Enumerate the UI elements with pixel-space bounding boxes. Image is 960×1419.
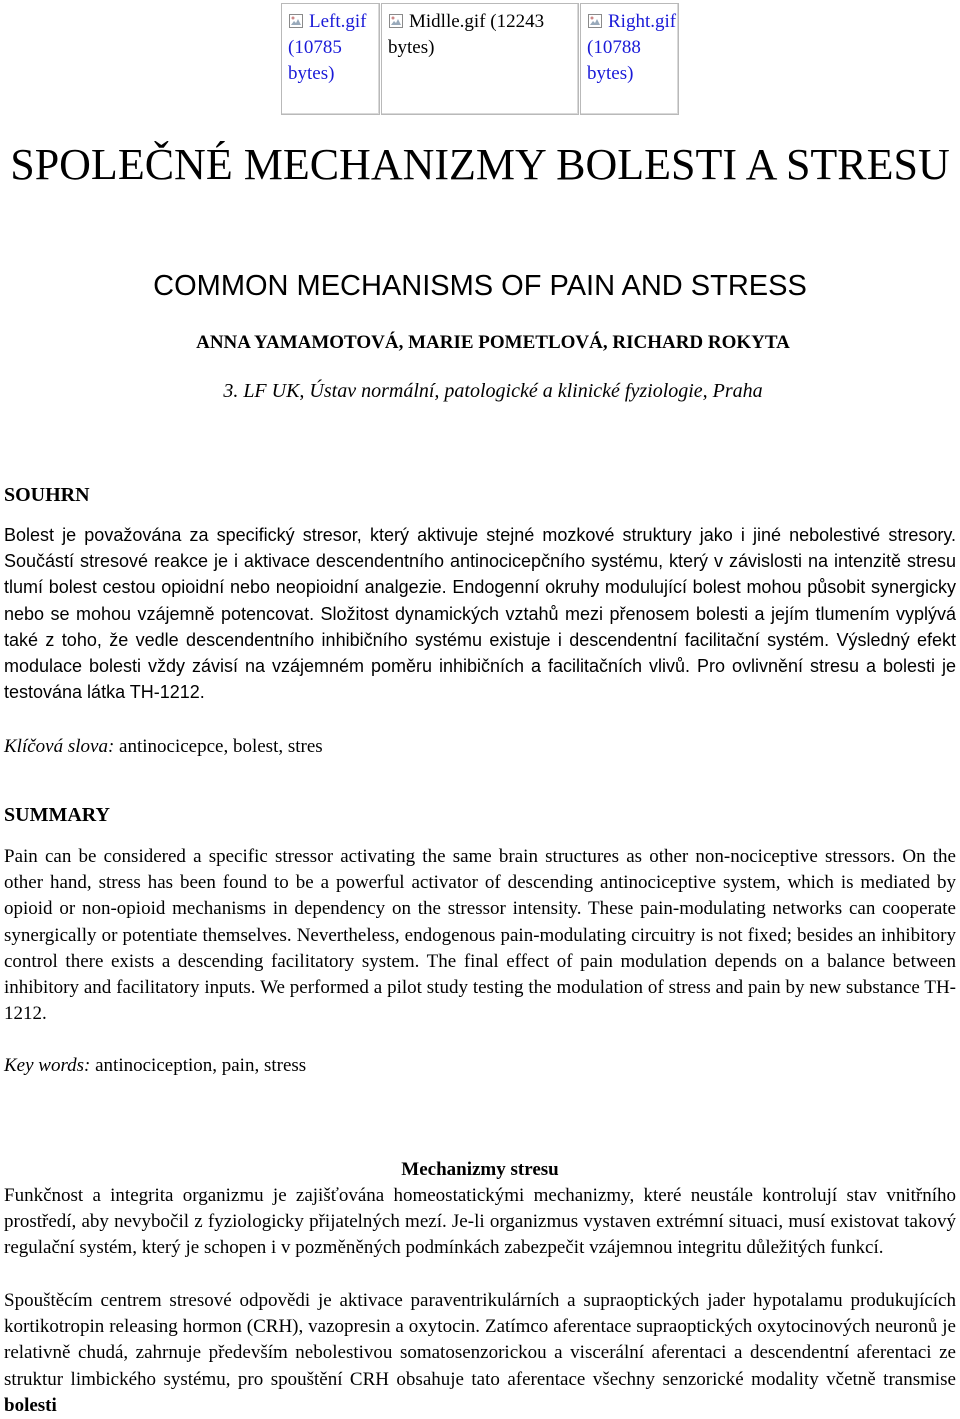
keywords-label: Klíčová slova: <box>4 736 115 757</box>
souhrn-text: Bolest je považována za specifický stresor, který aktivuje stejné mozkové struktury jako i jiné nebolestivé stresory. Součástí stresové reakce je i aktivace descendentního antinocicepčního systému, který v závislosti na intenzitě stresu tlumí bolest cestou opioidní nebo neopioidní analgezie. Endogenní okruhy modulující bolest mohou působit synergicky nebo se mohou vzájemně potencovat. Složitost dynamických vztahů mezi přenosem bolesti a jejím tlumením vyplývá také z toho, že vedle descendentního inhibičního systému existuje i descendentní facilitační systém. Výsledný efekt modulace bolesti vždy závisí na vzájemném poměru inhibičních a facilitačních vlivů. Pro ovlivnění stresu a bolesti je testována látka TH-1212. <box>4 525 956 703</box>
section-heading: Mechanizmy stresu <box>401 1159 559 1180</box>
image-placeholder-left[interactable] <box>281 3 380 115</box>
paragraph-bold-word: bolesti <box>4 1394 57 1416</box>
broken-image-icon <box>288 13 304 29</box>
section-paragraph-1: Funkčnost a integrita organizmu je zajišťována homeostatickými mechanizmy, které neustále kontrolují stav vnitřního prostředí, aby nevybočil z fyziologicky přijatelných mezí. Je-li organizmus vystaven extrémní situaci, musí existovat takový regulační systém, který je schopen i v pozměněných podmínkách zabezpečit vzájemnou integritu důležitých funkcí. <box>4 1185 956 1259</box>
broken-image-icon <box>388 13 404 29</box>
page-title: SPOLEČNÉ MECHANIZMY BOLESTI A STRESU <box>10 140 950 189</box>
paragraph-text: Spouštěcím centrem stresové odpovědi je aktivace paraventrikulárních a supraoptických jader hypotalamu produkujících kortikotropin releasing hormon (CRH), vazopresin a oxytocin. Zatímco aferentace supraoptických oxytocinových neuronů je relativně chudá, zahrnuje především nebolestivou somatosenzorickou a viscerální aferentaci a descendentní aferentaci ze struktur limbického systému, pro spouštění CRH obsahuje tato aferentace všechny senzorické modality včetně transmise <box>4 1290 956 1390</box>
section-paragraph-2 <box>4 1288 956 1419</box>
keywords-value: antinociception, pain, stress <box>90 1055 307 1076</box>
souhrn-heading: SOUHRN <box>4 484 90 506</box>
image-caption: Right.gif (10788 bytes) <box>587 11 677 84</box>
keywords-value: antinocicepce, bolest, stres <box>114 736 323 757</box>
image-placeholder-right[interactable] <box>580 3 679 115</box>
broken-image-icon <box>587 13 603 29</box>
souhrn-keywords <box>4 734 323 760</box>
keywords-label: Key words: <box>4 1055 91 1076</box>
authors: ANNA YAMAMOTOVÁ, MARIE POMETLOVÁ, RICHARD ROKYTA <box>196 332 790 353</box>
image-placeholder-middle <box>381 3 579 115</box>
image-caption: Midlle.gif (12243 bytes) <box>388 11 545 58</box>
summary-text: Pain can be considered a specific stressor activating the same brain structures as other non-nociceptive stressors. On the other hand, stress has been found to be a powerful activator of descending antinociceptive system, which is mediated by opioid or non-opioid mechanisms in dependency on the stressor intensity. These pain-modulating networks can cooperate synergically or potentiate themselves. Nevertheless, endogenous pain-modulating circuitry is not fixed; besides an inhibitory control there exists a descending facilitatory system. The final effect of pain modulation depends on a balance between inhibitory and facilitatory inputs. We performed a pilot study testing the modulation of stress and pain by new substance TH-1212. <box>4 846 956 1025</box>
summary-keywords <box>4 1053 306 1079</box>
image-placeholder-row <box>281 3 679 117</box>
page-subtitle: COMMON MECHANISMS OF PAIN AND STRESS <box>153 270 807 302</box>
image-caption: Left.gif (10785 bytes) <box>288 11 367 84</box>
summary-heading: SUMMARY <box>4 804 110 826</box>
affiliation: 3. LF UK, Ústav normální, patologické a klinické fyziologie, Praha <box>223 380 763 402</box>
